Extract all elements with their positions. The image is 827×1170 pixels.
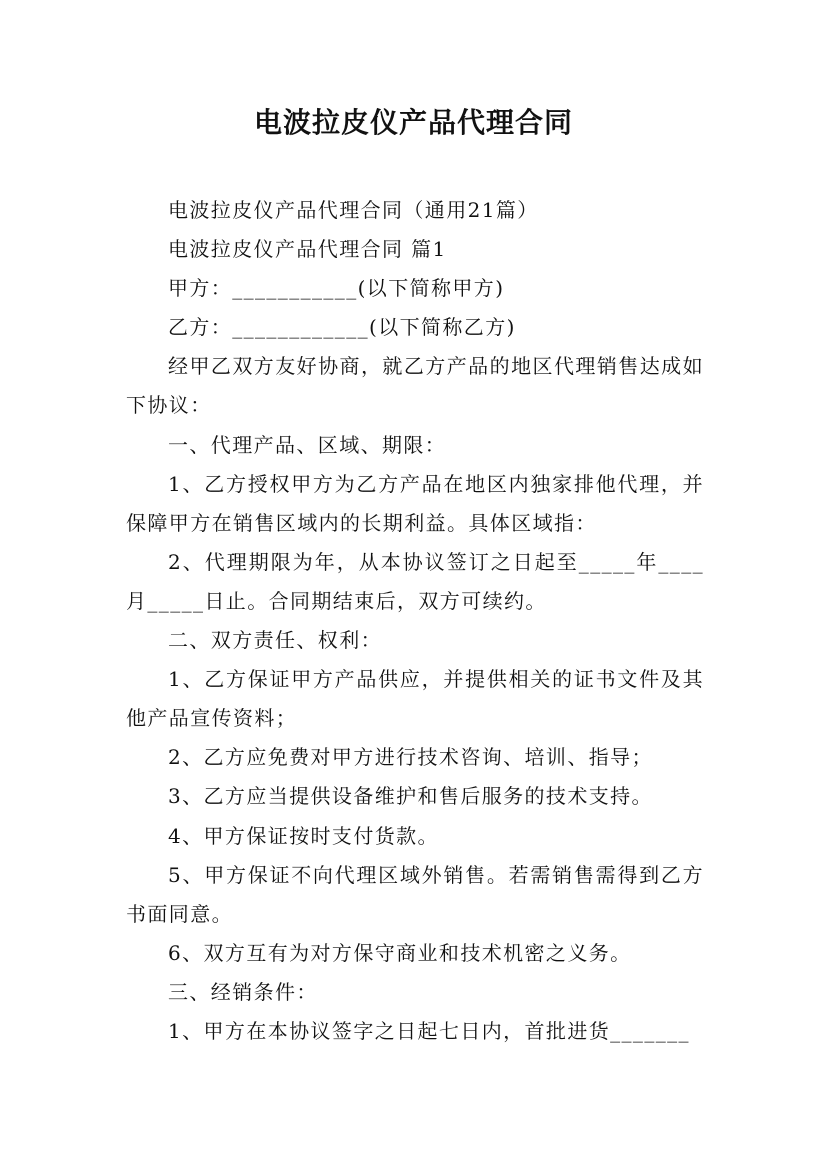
clause-2-4: 4、甲方保证按时支付货款。	[168, 823, 439, 848]
clause-2-3: 3、乙方应当提供设备维护和售后服务的技术支持。	[168, 784, 653, 809]
document-title: 电波拉皮仪产品代理合同	[253, 106, 573, 139]
clause-3-1: 1、甲方在本协议签字之日起七日内，首批进货_______	[168, 1018, 690, 1043]
paragraph-contract-heading: 电波拉皮仪产品代理合同（通用21篇）	[168, 198, 539, 222]
section-heading-2: 二、双方责任、权利：	[168, 628, 382, 653]
clause-1-1: 1、乙方授权甲方为乙方产品在地区内独家排他代理，并保障甲方在销售区域内的长期利益。具体区域指：	[126, 471, 704, 535]
clause-2-2: 2、乙方应免费对甲方进行技术咨询、培训、指导；	[168, 745, 653, 770]
paragraph-preamble: 经甲乙双方友好协商，就乙方产品的地区代理销售达成如下协议：	[126, 354, 704, 418]
section-heading-3: 三、经销条件：	[168, 979, 318, 1004]
clause-2-1: 1、乙方保证甲方产品供应，并提供相关的证书文件及其他产品宣传资料；	[126, 667, 704, 731]
paragraph-party-b: 乙方：____________(以下简称乙方)	[168, 315, 516, 340]
clause-2-5: 5、甲方保证不向代理区域外销售。若需销售需得到乙方书面同意。	[126, 862, 704, 926]
paragraph-party-a: 甲方：___________(以下简称甲方)	[168, 276, 505, 301]
document-body	[126, 191, 704, 1051]
paragraph-chapter-1: 电波拉皮仪产品代理合同 篇1	[168, 237, 447, 262]
clause-1-2: 2、代理期限为年，从本协议签订之日起至_____年____月_____日止。合同期结束后，双方可续约。	[126, 549, 704, 613]
clause-2-6: 6、双方互有为对方保守商业和技术机密之义务。	[168, 940, 632, 965]
section-heading-1: 一、代理产品、区域、期限：	[168, 432, 447, 457]
